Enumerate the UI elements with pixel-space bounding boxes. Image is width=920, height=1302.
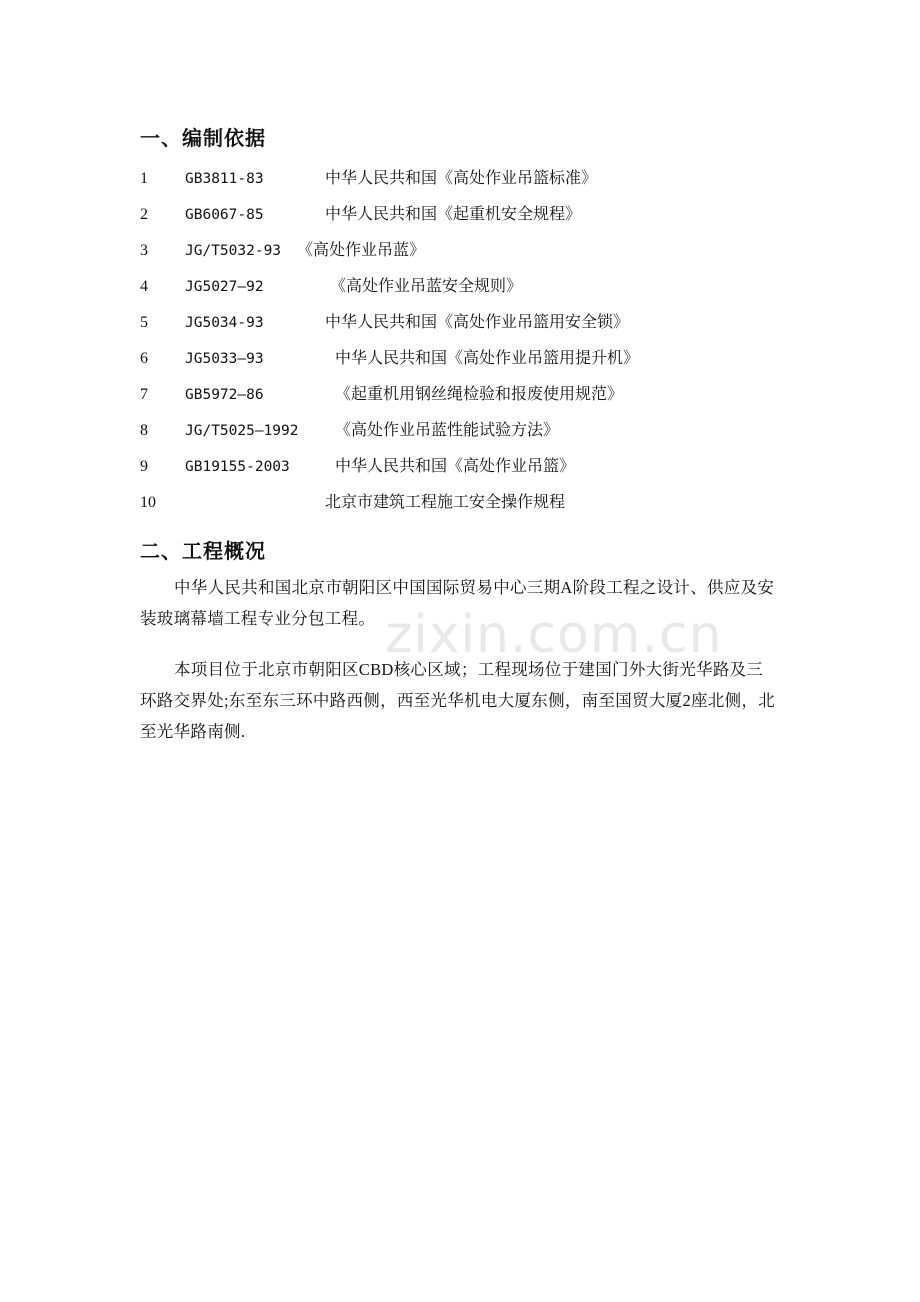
reference-code: GB3811-83 — [185, 171, 264, 187]
reference-code: JG5033—93 — [185, 351, 264, 367]
reference-number: 9 — [140, 458, 148, 475]
reference-number: 2 — [140, 206, 148, 223]
reference-code: JG/T5025—1992 — [185, 423, 299, 439]
reference-number: 6 — [140, 350, 148, 367]
reference-code: JG/T5032-93 — [185, 243, 282, 259]
reference-number: 4 — [140, 278, 148, 295]
reference-title: 《起重机用钢丝绳检验和报废使用规范》 — [335, 386, 624, 403]
reference-title: 中华人民共和国《起重机安全规程》 — [325, 206, 582, 223]
reference-title: 中华人民共和国《高处作业吊篮》 — [335, 458, 576, 475]
watermark: zixin.com.cn — [385, 605, 723, 665]
reference-number: 10 — [140, 494, 156, 511]
reference-title: 《高处作业吊蓝性能试验方法》 — [335, 422, 560, 439]
reference-code: JG5027—92 — [185, 279, 264, 295]
reference-title: 中华人民共和国《高处作业吊篮用提升机》 — [335, 350, 640, 367]
reference-title: 北京市建筑工程施工安全操作规程 — [325, 494, 566, 511]
reference-title: 《高处作业吊蓝安全规则》 — [330, 278, 523, 295]
section-heading-basis: 一、编制依据 — [140, 126, 266, 150]
reference-code: GB19155-2003 — [185, 459, 290, 475]
reference-code: JG5034-93 — [185, 315, 264, 331]
reference-number: 8 — [140, 422, 148, 439]
reference-code: GB5972—86 — [185, 387, 264, 403]
reference-number: 5 — [140, 314, 148, 331]
reference-title: 中华人民共和国《高处作业吊篮用安全锁》 — [325, 314, 630, 331]
reference-code: GB6067-85 — [185, 207, 264, 223]
reference-number: 1 — [140, 170, 148, 187]
reference-number: 7 — [140, 386, 148, 403]
overview-paragraph: 本项目位于北京市朝阳区CBD核心区域；工程现场位于建国门外大街光华路及三环路交界处;东至东三环中路西侧，西至光华机电大厦东侧，南至国贸大厦2座北侧，北至光华路南侧. — [140, 660, 776, 741]
section-heading-overview: 二、工程概况 — [140, 539, 266, 563]
reference-title: 中华人民共和国《高处作业吊篮标准》 — [325, 170, 598, 187]
reference-title: 《高处作业吊蓝》 — [297, 242, 426, 259]
reference-number: 3 — [140, 242, 148, 259]
overview-paragraph: 中华人民共和国北京市朝阳区中国国际贸易中心三期A阶段工程之设计、供应及安装玻璃幕墙工程专业分包工程。 — [140, 578, 775, 628]
